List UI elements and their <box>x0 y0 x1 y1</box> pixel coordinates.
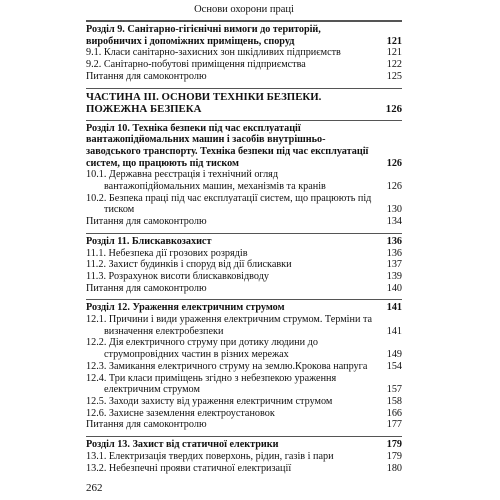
toc-entry-title: 13.1. Електризація твердих поверхонь, рідин, газів і пари <box>86 450 334 462</box>
toc-entry-title: 12.2. Дія електричного струму при дотику людини до струмопровідних частин в різних мережах <box>86 337 318 361</box>
toc-entry-page: 126 <box>376 158 402 170</box>
toc-part-entry <box>86 91 402 115</box>
section-divider <box>86 88 402 89</box>
section-divider <box>86 436 402 437</box>
toc-chapter-entry <box>86 123 402 170</box>
toc-entry-title: Питання для самоконтролю <box>86 216 207 228</box>
toc-entry-page: 149 <box>376 349 402 361</box>
toc-entry-title: 11.3. Розрахунок висоти блискавковідводу <box>86 270 270 282</box>
toc-entry-title: 11.1. Небезпека дії грозових розрядів <box>86 247 248 259</box>
toc-entry <box>86 396 402 408</box>
page-number: 262 <box>86 482 103 494</box>
toc-entry-page: 179 <box>376 439 402 451</box>
toc-entry <box>86 59 402 71</box>
toc-entry <box>86 419 402 431</box>
toc-chapter-entry <box>86 236 402 248</box>
toc-entry <box>86 337 402 360</box>
toc-entry <box>86 283 402 295</box>
toc-entry-title: 9.1. Класи санітарно-захисних зон шкідливих підприємств <box>86 47 341 59</box>
table-of-contents <box>86 14 402 474</box>
toc-entry <box>86 47 402 59</box>
toc-entry-title: 9.2. Санітарно-побутові приміщення підприємства <box>86 59 306 71</box>
toc-entry-title: Розділ 9. Санітарно-гігієнічні вимоги до територій, виробничих і допоміжних приміщень, споруд <box>86 24 321 47</box>
toc-entry <box>86 373 402 396</box>
toc-entry-page: 157 <box>376 384 402 396</box>
running-header: Основи охорони праці <box>86 3 402 21</box>
section-divider <box>86 233 402 234</box>
toc-chapter-entry <box>86 24 402 47</box>
toc-entry-page: 141 <box>376 326 402 338</box>
toc-entry-title: 12.4. Три класи приміщень згідно з небезпекою ураження електричним струмом <box>86 372 337 396</box>
toc-entry-title: Питання для самоконтролю <box>86 282 207 294</box>
toc-entry <box>86 451 402 463</box>
toc-entry <box>86 259 402 271</box>
toc-entry-page: 125 <box>376 71 402 83</box>
toc-entry-page: 126 <box>376 103 402 115</box>
toc-entry-page: 158 <box>376 396 402 408</box>
toc-entry <box>86 271 402 283</box>
toc-entry <box>86 71 402 83</box>
toc-entry <box>86 408 402 420</box>
toc-entry-page: 180 <box>376 463 402 475</box>
toc-entry-page: 177 <box>376 419 402 431</box>
toc-entry-page: 141 <box>376 302 402 314</box>
toc-entry-page: 126 <box>376 181 402 193</box>
toc-entry-title: Розділ 12. Ураження електричним струмом <box>86 302 285 314</box>
toc-entry-title: 13.2. Небезпечні прояви статичної електризації <box>86 462 292 474</box>
toc-entry-title: 10.1. Державна реєстрація і технічний огляд вантажопідйомальних машин, механізмів та кранів <box>86 169 326 193</box>
toc-entry-title: 12.1. Причини і види ураження електричним струмом. Терміни та визначення електробезпеки <box>86 314 373 337</box>
toc-entry-title: 12.3. Замикання електричного струму на землю.Крокова напруга <box>86 360 368 372</box>
toc-entry <box>86 169 402 192</box>
toc-entry-page: 139 <box>376 271 402 283</box>
toc-entry-title: Розділ 11. Блискавкозахист <box>86 235 212 247</box>
toc-entry-page: 140 <box>376 283 402 295</box>
toc-entry-title: Питання для самоконтролю <box>86 419 207 431</box>
toc-chapter-entry <box>86 302 402 314</box>
toc-entry <box>86 193 402 216</box>
toc-entry-page: 136 <box>376 248 402 260</box>
toc-entry-title: Питання для самоконтролю <box>86 70 207 82</box>
toc-entry-title: 12.5. Заходи захисту від ураження електричним струмом <box>86 395 333 407</box>
toc-chapter-entry <box>86 439 402 451</box>
toc-entry-title: 10.2. Безпека праці під час експлуатації систем, що працюють під тиском <box>86 192 372 216</box>
toc-entry-page: 130 <box>376 204 402 216</box>
toc-entry <box>86 216 402 228</box>
section-divider <box>86 299 402 300</box>
toc-entry-page: 121 <box>376 36 402 48</box>
toc-entry-page: 134 <box>376 216 402 228</box>
toc-entry-page: 121 <box>376 47 402 59</box>
toc-entry-title: Розділ 10. Техніка безпеки під час експлуатації вантажопідйомальних машин і засобів внутрішньо-заводського транспорту. Техніка безпеки під час експлуатації систем, що працюють під тиском <box>86 122 369 169</box>
toc-entry <box>86 314 402 337</box>
toc-entry-page: 122 <box>376 59 402 71</box>
toc-entry-title: 12.6. Захисне заземлення електроустановок <box>86 407 275 419</box>
toc-entry-page: 136 <box>376 236 402 248</box>
toc-entry-title: Розділ 13. Захист від статичної електрики <box>86 439 279 451</box>
section-divider <box>86 21 402 22</box>
toc-entry-title: ЧАСТИНА ІІІ. ОСНОВИ ТЕХНІКИ БЕЗПЕКИ. ПОЖЕЖНА БЕЗПЕКА <box>86 90 322 115</box>
toc-entry-page: 137 <box>376 259 402 271</box>
toc-entry <box>86 361 402 373</box>
section-divider <box>86 120 402 121</box>
toc-entry-page: 154 <box>376 361 402 373</box>
toc-entry-page: 166 <box>376 408 402 420</box>
toc-entry-page: 179 <box>376 451 402 463</box>
toc-entry <box>86 463 402 475</box>
toc-entry <box>86 248 402 260</box>
toc-entry-title: 11.2. Захист будинків і споруд від дії блискавки <box>86 259 292 271</box>
